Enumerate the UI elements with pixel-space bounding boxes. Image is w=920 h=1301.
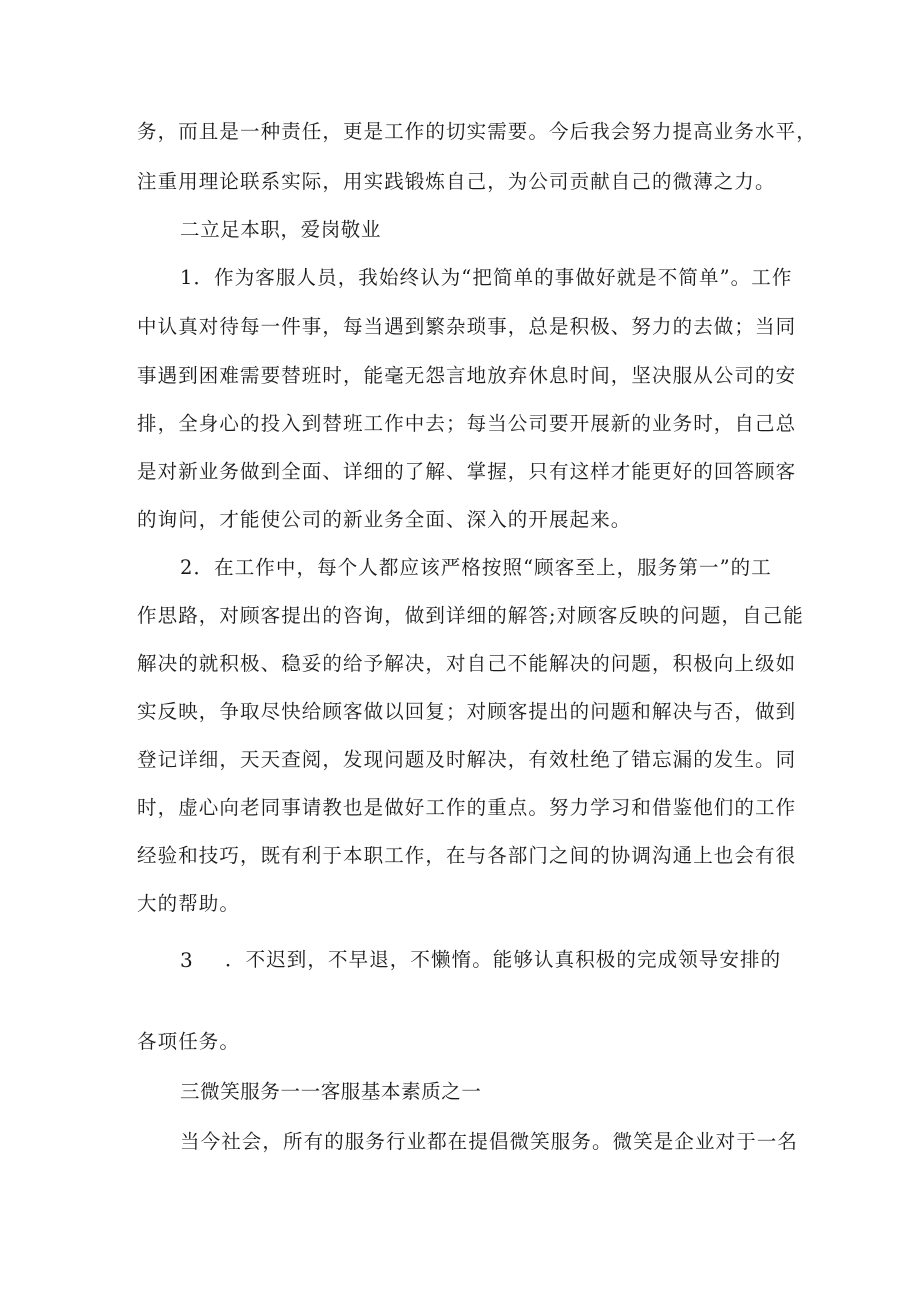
paragraph-line: 各项任务。	[137, 1030, 241, 1053]
paragraph-line: 的询问，才能使公司的新业务全面、深入的开展起来。	[137, 508, 632, 531]
paragraph-line: ．不迟到，不早退，不懒惰。能够认真积极的完成领导安排的	[225, 948, 782, 971]
paragraph-line: 排，全身心的投入到替班工作中去；每当公司要开展新的业务时，自己总	[137, 412, 797, 435]
paragraph-line: 务，而且是一种责任，更是工作的切实需要。今后我会努力提高业务水平，	[137, 120, 817, 143]
paragraph-line: 当今社会，所有的服务行业都在提倡微笑服务。微笑是企业对于一名	[180, 1130, 799, 1153]
paragraph-line: 2．在工作中，每个人都应该严格按照“顾客至上，服务第一”的工	[180, 556, 772, 579]
paragraph-line: 作思路，对顾客提出的咨询，做到详细的解答;对顾客反映的问题，自己能	[137, 604, 804, 627]
paragraph-line: 是对新业务做到全面、详细的了解、掌握，只有这样才能更好的回答顾客	[137, 460, 797, 483]
paragraph-line: 事遇到困难需要替班时，能毫无怨言地放弃休息时间，坚决服从公司的安	[137, 364, 797, 387]
section-heading: 二立足本职，爱岗敬业	[180, 218, 382, 241]
paragraph-line: 经验和技巧，既有利于本职工作，在与各部门之间的协调沟通上也会有很	[137, 844, 797, 867]
paragraph-line: 解决的就积极、稳妥的给予解决，对自己不能解决的问题，积极向上级如	[137, 652, 797, 675]
paragraph-line: 中认真对待每一件事，每当遇到繁杂琐事，总是积极、努力的去做；当同	[137, 315, 797, 338]
paragraph-line: 1．作为客服人员，我始终认为“把简单的事做好就是不简单”。工作	[180, 266, 793, 289]
paragraph-line: 实反映，争取尽快给顾客做以回复；对顾客提出的问题和解决与否，做到	[137, 700, 797, 723]
list-number: 3	[180, 948, 193, 972]
paragraph-line: 登记详细，天天查阅，发现问题及时解决，有效杜绝了错忘漏的发生。同	[137, 748, 797, 771]
paragraph-line: 大的帮助。	[137, 892, 241, 915]
paragraph-line: 时，虚心向老同事请教也是做好工作的重点。努力学习和借鉴他们的工作	[137, 796, 797, 819]
section-heading: 三微笑服务一一客服基本素质之一	[180, 1080, 482, 1103]
paragraph-line: 注重用理论联系实际，用实践锻炼自己，为公司贡献自己的微薄之力。	[137, 170, 776, 193]
